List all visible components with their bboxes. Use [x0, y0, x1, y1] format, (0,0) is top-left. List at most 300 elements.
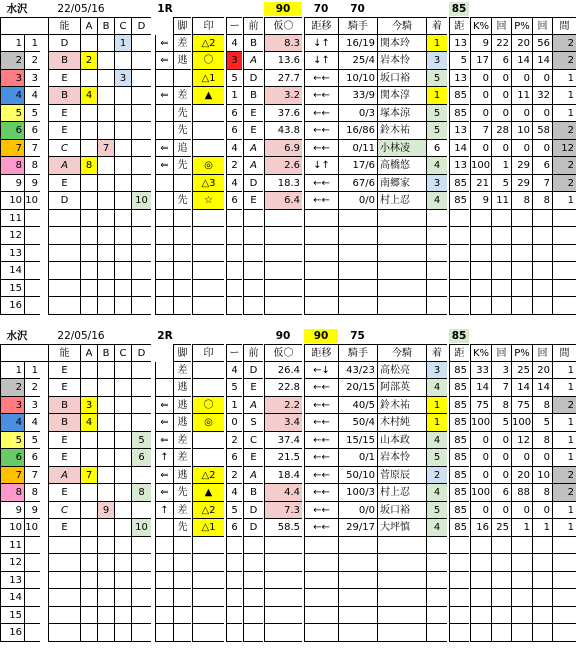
column-header: C	[114, 344, 131, 362]
C-cell	[114, 554, 131, 572]
kan-cell	[552, 262, 576, 280]
dist-cell	[449, 280, 469, 298]
style-cell: 先	[173, 192, 191, 210]
abil-cell	[48, 554, 80, 572]
abil-cell: A	[48, 467, 80, 485]
score: 75	[350, 330, 365, 342]
no-cell: 4	[0, 87, 24, 105]
A-cell	[80, 262, 97, 280]
B-cell	[97, 449, 114, 467]
C-cell: 1	[114, 35, 131, 53]
abil-cell: E	[48, 432, 80, 450]
gate-cell: 5	[24, 105, 40, 123]
jk-cell: 50/10	[338, 467, 377, 485]
dist-cell: 85	[449, 87, 469, 105]
D-cell	[131, 362, 151, 380]
jk-cell: 0/3	[338, 105, 377, 123]
dm-cell: ←←	[304, 449, 338, 467]
chaku-cell: 3	[426, 175, 447, 193]
k-cell	[470, 554, 491, 572]
A-cell: 3	[80, 397, 97, 415]
B-cell	[97, 414, 114, 432]
r1-cell: 1	[491, 157, 511, 175]
jn-cell	[377, 572, 426, 590]
p-cell: 14	[511, 379, 532, 397]
r1-cell: 0	[491, 87, 511, 105]
no-cell: 12	[0, 554, 24, 572]
f-cell: A	[243, 140, 263, 158]
kari-cell: 3.4	[264, 414, 302, 432]
chaku-cell: 1	[426, 35, 447, 53]
D-cell	[131, 624, 151, 642]
B-cell: 7	[97, 140, 114, 158]
dm-cell: ←←	[304, 192, 338, 210]
mark-cell	[192, 262, 224, 280]
kan-cell: 1	[552, 192, 576, 210]
distance-score: 85	[449, 2, 469, 16]
r2-cell: 14	[532, 379, 552, 397]
abil-cell: B	[48, 52, 80, 70]
dist-cell: 13	[449, 70, 469, 88]
mark-cell: △1	[192, 70, 224, 88]
column-header: 距	[449, 17, 469, 35]
dm-cell: ←←	[304, 397, 338, 415]
chaku-cell: 4	[426, 192, 447, 210]
p-cell: 29	[511, 157, 532, 175]
B-cell	[97, 280, 114, 298]
B-cell	[97, 175, 114, 193]
score: 90	[304, 329, 338, 343]
dm-cell: ←←	[304, 467, 338, 485]
k-cell: 21	[470, 175, 491, 193]
jn-cell: 大坪慎	[377, 519, 426, 537]
jk-cell: 0/11	[338, 140, 377, 158]
jk-cell: 43/23	[338, 362, 377, 380]
column-header: A	[80, 17, 97, 35]
A-cell	[80, 192, 97, 210]
B-cell	[97, 362, 114, 380]
no-cell: 16	[0, 624, 24, 642]
B-cell	[97, 379, 114, 397]
C-cell	[114, 157, 131, 175]
D-cell	[131, 397, 151, 415]
race-number: 1R	[157, 3, 173, 15]
p-cell: 12	[511, 432, 532, 450]
horse-row	[0, 397, 578, 415]
kan-cell: 1	[552, 449, 576, 467]
arrow-cell: ⇐	[155, 414, 173, 432]
style-cell: 逃	[173, 397, 191, 415]
dist-cell: 14	[449, 140, 469, 158]
chaku-cell: 6	[426, 140, 447, 158]
column-header: 脚	[173, 344, 191, 362]
r2-cell	[532, 554, 552, 572]
dist-cell	[449, 262, 469, 280]
style-cell: 逃	[173, 52, 191, 70]
style-cell: 差	[173, 449, 191, 467]
horse-row	[0, 245, 578, 263]
jk-cell: 16/19	[338, 35, 377, 53]
distance-score: 85	[449, 329, 469, 343]
arrow-cell: ⇐	[155, 35, 173, 53]
dist-cell	[449, 607, 469, 625]
jn-cell: 村上忍	[377, 484, 426, 502]
dist-cell	[449, 554, 469, 572]
horse-row	[0, 519, 578, 537]
dm-cell: ←←	[304, 140, 338, 158]
w-cell: 6	[226, 519, 242, 537]
A-cell: 2	[80, 52, 97, 70]
r2-cell: 8	[532, 432, 552, 450]
abil-cell	[48, 227, 80, 245]
r2-cell: 10	[532, 467, 552, 485]
kan-cell: 2	[552, 35, 576, 53]
style-cell	[173, 210, 191, 228]
f-cell: D	[243, 519, 263, 537]
gate-cell	[24, 624, 40, 642]
horse-row	[0, 87, 578, 105]
D-cell	[131, 245, 151, 263]
D-cell	[131, 262, 151, 280]
k-cell: 0	[470, 87, 491, 105]
horse-row	[0, 379, 578, 397]
style-cell	[173, 607, 191, 625]
column-header: 能	[48, 344, 80, 362]
column-header: 前	[243, 17, 263, 35]
gate-cell	[24, 537, 40, 555]
arrow-cell	[155, 192, 173, 210]
r2-cell: 0	[532, 449, 552, 467]
horse-row	[0, 175, 578, 193]
r1-cell: 28	[491, 122, 511, 140]
kari-cell: 13.6	[264, 52, 302, 70]
score: 70	[350, 3, 365, 15]
column-header: ー	[226, 17, 242, 35]
style-cell	[173, 175, 191, 193]
kari-cell: 2.6	[264, 157, 302, 175]
dm-cell: ←←	[304, 379, 338, 397]
w-cell: 1	[226, 87, 242, 105]
k-cell: 9	[470, 35, 491, 53]
horse-row	[0, 589, 578, 607]
horse-row	[0, 105, 578, 123]
D-cell	[131, 554, 151, 572]
style-cell: 先	[173, 105, 191, 123]
f-cell: B	[243, 35, 263, 53]
horse-row	[0, 70, 578, 88]
column-header: 前	[243, 344, 263, 362]
A-cell	[80, 379, 97, 397]
dist-cell: 85	[449, 362, 469, 380]
r2-cell: 8	[532, 192, 552, 210]
horse-row	[0, 449, 578, 467]
p-cell: 88	[511, 484, 532, 502]
mark-cell	[192, 362, 224, 380]
C-cell	[114, 449, 131, 467]
C-cell	[114, 122, 131, 140]
r1-cell	[491, 572, 511, 590]
k-cell: 0	[470, 105, 491, 123]
r2-cell: 8	[532, 484, 552, 502]
column-header: 騎手	[338, 17, 377, 35]
B-cell	[97, 467, 114, 485]
kari-cell: 4.4	[264, 484, 302, 502]
dm-cell: ←←	[304, 519, 338, 537]
chaku-cell	[426, 624, 447, 642]
w-cell: 6	[226, 122, 242, 140]
kari-cell: 3.2	[264, 87, 302, 105]
p-cell	[511, 245, 532, 263]
w-cell: 3	[226, 52, 242, 70]
jn-cell: 坂口裕	[377, 502, 426, 520]
arrow-cell	[155, 245, 173, 263]
dm-cell	[304, 227, 338, 245]
r2-cell: 20	[532, 362, 552, 380]
p-cell: 100	[511, 414, 532, 432]
style-cell: 差	[173, 432, 191, 450]
abil-cell: E	[48, 122, 80, 140]
p-cell	[511, 572, 532, 590]
w-cell	[226, 210, 242, 228]
dist-cell: 85	[449, 175, 469, 193]
r2-cell: 5	[532, 414, 552, 432]
D-cell	[131, 280, 151, 298]
D-cell	[131, 105, 151, 123]
column-header: 距	[449, 344, 469, 362]
chaku-cell: 5	[426, 449, 447, 467]
jk-cell: 100/3	[338, 484, 377, 502]
jn-cell: 関本淳	[377, 87, 426, 105]
mark-cell	[192, 589, 224, 607]
jn-cell	[377, 607, 426, 625]
jk-cell	[338, 537, 377, 555]
A-cell	[80, 210, 97, 228]
gate-cell: 5	[24, 432, 40, 450]
A-cell	[80, 70, 97, 88]
dm-cell: ↓↑	[304, 157, 338, 175]
r1-cell: 0	[491, 502, 511, 520]
dm-cell: ←←	[304, 414, 338, 432]
f-cell: E	[243, 105, 263, 123]
kari-cell: 18.4	[264, 467, 302, 485]
r1-cell	[491, 554, 511, 572]
chaku-cell: 5	[426, 502, 447, 520]
abil-cell	[48, 297, 80, 315]
no-cell: 13	[0, 245, 24, 263]
p-cell	[511, 297, 532, 315]
arrow-cell: ⇐	[155, 397, 173, 415]
D-cell	[131, 414, 151, 432]
jk-cell: 67/6	[338, 175, 377, 193]
style-cell: 追	[173, 140, 191, 158]
race-block-1	[0, 0, 578, 315]
horse-row	[0, 192, 578, 210]
abil-cell: E	[48, 449, 80, 467]
jk-cell: 25/4	[338, 52, 377, 70]
no-cell: 16	[0, 297, 24, 315]
arrow-cell	[155, 589, 173, 607]
kan-cell	[552, 210, 576, 228]
A-cell	[80, 105, 97, 123]
abil-cell	[48, 280, 80, 298]
arrow-cell	[155, 607, 173, 625]
chaku-cell	[426, 572, 447, 590]
no-cell: 10	[0, 519, 24, 537]
f-cell: E	[243, 192, 263, 210]
B-cell: 9	[97, 502, 114, 520]
A-cell	[80, 607, 97, 625]
horse-row	[0, 537, 578, 555]
gate-cell: 4	[24, 87, 40, 105]
column-header-row	[0, 17, 578, 35]
kari-cell: 37.6	[264, 105, 302, 123]
A-cell	[80, 297, 97, 315]
column-header: K%	[470, 17, 491, 35]
B-cell	[97, 519, 114, 537]
kari-cell	[264, 262, 302, 280]
kan-cell: 1	[552, 414, 576, 432]
jk-cell	[338, 210, 377, 228]
kan-cell	[552, 297, 576, 315]
k-cell: 14	[470, 379, 491, 397]
abil-cell	[48, 607, 80, 625]
arrow-cell: ⇐	[155, 432, 173, 450]
A-cell	[80, 589, 97, 607]
r2-cell	[532, 262, 552, 280]
jn-cell: 岩本怜	[377, 52, 426, 70]
kan-cell	[552, 537, 576, 555]
horse-row	[0, 484, 578, 502]
arrow-cell: ⇐	[155, 87, 173, 105]
style-cell	[173, 280, 191, 298]
w-cell	[226, 589, 242, 607]
gate-cell: 2	[24, 52, 40, 70]
jk-cell	[338, 572, 377, 590]
B-cell	[97, 122, 114, 140]
r1-cell: 6	[491, 484, 511, 502]
dm-cell	[304, 262, 338, 280]
w-cell	[226, 227, 242, 245]
C-cell	[114, 519, 131, 537]
column-header: 回	[532, 17, 552, 35]
column-header: D	[131, 17, 151, 35]
kari-cell: 22.8	[264, 379, 302, 397]
p-cell: 20	[511, 467, 532, 485]
C-cell	[114, 572, 131, 590]
no-cell: 9	[0, 502, 24, 520]
chaku-cell	[426, 554, 447, 572]
mark-cell	[192, 537, 224, 555]
w-cell: 6	[226, 192, 242, 210]
A-cell	[80, 484, 97, 502]
abil-cell: C	[48, 502, 80, 520]
no-cell: 6	[0, 449, 24, 467]
jn-cell: 菅原辰	[377, 467, 426, 485]
no-cell: 15	[0, 280, 24, 298]
k-cell: 16	[470, 519, 491, 537]
jn-cell: 高松亮	[377, 362, 426, 380]
f-cell: A	[243, 52, 263, 70]
dm-cell: ←←	[304, 175, 338, 193]
gate-cell	[24, 245, 40, 263]
gate-cell	[24, 589, 40, 607]
dm-cell	[304, 210, 338, 228]
f-cell	[243, 572, 263, 590]
horse-row	[0, 362, 578, 380]
C-cell	[114, 502, 131, 520]
mark-cell: △2	[192, 35, 224, 53]
f-cell: B	[243, 484, 263, 502]
horse-row	[0, 52, 578, 70]
kan-cell	[552, 227, 576, 245]
arrow-cell: ⇐	[155, 52, 173, 70]
C-cell	[114, 175, 131, 193]
r2-cell: 0	[532, 140, 552, 158]
r1-cell: 0	[491, 449, 511, 467]
arrow-cell	[155, 537, 173, 555]
C-cell	[114, 227, 131, 245]
mark-cell	[192, 297, 224, 315]
D-cell	[131, 297, 151, 315]
dm-cell	[304, 572, 338, 590]
horse-row	[0, 35, 578, 53]
B-cell	[97, 607, 114, 625]
chaku-cell	[426, 607, 447, 625]
style-cell	[173, 297, 191, 315]
no-cell: 5	[0, 105, 24, 123]
abil-cell: E	[48, 379, 80, 397]
style-cell	[173, 589, 191, 607]
kari-cell: 8.3	[264, 35, 302, 53]
r2-cell: 14	[532, 52, 552, 70]
A-cell	[80, 227, 97, 245]
horse-row	[0, 414, 578, 432]
p-cell: 25	[511, 362, 532, 380]
mark-cell: 〇	[192, 52, 224, 70]
jk-cell: 29/17	[338, 519, 377, 537]
w-cell: 5	[226, 70, 242, 88]
A-cell	[80, 140, 97, 158]
mark-cell	[192, 140, 224, 158]
r1-cell: 25	[491, 519, 511, 537]
kan-cell: 1	[552, 105, 576, 123]
horse-row	[0, 607, 578, 625]
horse-row	[0, 210, 578, 228]
kari-cell: 18.3	[264, 175, 302, 193]
jk-cell: 40/5	[338, 397, 377, 415]
kan-cell: 2	[552, 397, 576, 415]
kari-cell	[264, 554, 302, 572]
jk-cell: 0/0	[338, 192, 377, 210]
no-cell: 1	[0, 362, 24, 380]
abil-cell	[48, 537, 80, 555]
column-header: 回	[491, 17, 511, 35]
kari-cell	[264, 607, 302, 625]
horse-row	[0, 280, 578, 298]
f-cell: C	[243, 432, 263, 450]
abil-cell: E	[48, 484, 80, 502]
B-cell	[97, 105, 114, 123]
dist-cell	[449, 210, 469, 228]
mark-cell	[192, 554, 224, 572]
abil-cell: C	[48, 140, 80, 158]
w-cell: 4	[226, 175, 242, 193]
D-cell	[131, 87, 151, 105]
style-cell	[173, 537, 191, 555]
jn-cell	[377, 245, 426, 263]
kan-cell: 2	[552, 467, 576, 485]
arrow-cell	[155, 122, 173, 140]
